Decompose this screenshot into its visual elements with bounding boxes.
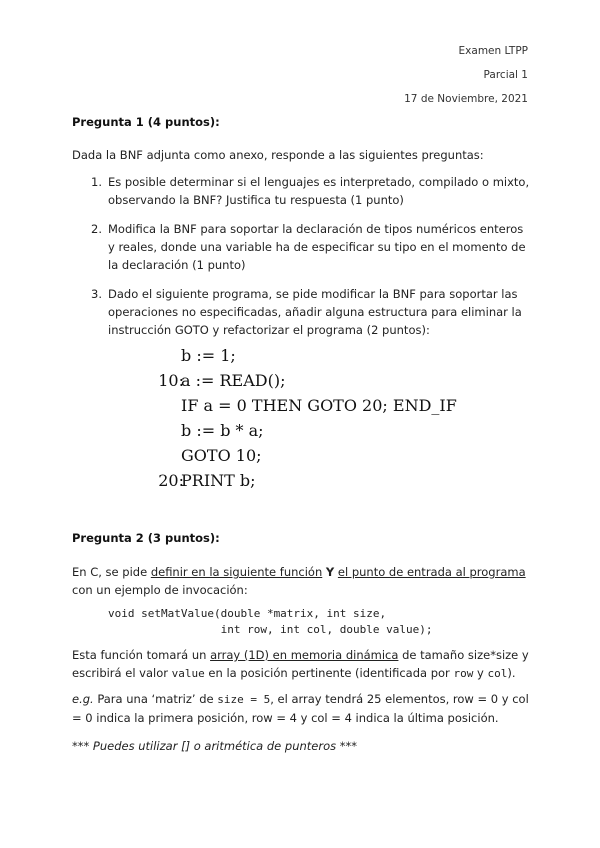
list-item-text: Es posible determinar si el lenguajes es interpretado, compilado o mixto, observando la BNF? Justifica tu respuesta (1 punto) xyxy=(108,175,530,207)
list-item-number: 1. xyxy=(91,175,102,189)
question-2-title: Pregunta 2 (3 puntos): xyxy=(72,531,220,545)
function-signature: void setMatValue(double *matrix, int size, int row, int col, double value); xyxy=(108,607,433,636)
list-item-text: Modifica la BNF para soportar la declaración de tipos numéricos enteros y reales, donde una variable ha de especificar su tipo en el momento de la declaración (1 punto) xyxy=(108,222,526,272)
program-line-label: 20: xyxy=(158,471,184,490)
code-text: value xyxy=(171,667,205,680)
list-item xyxy=(72,285,532,339)
text-run: de tamaño size*size y escribirá el valor xyxy=(72,648,529,680)
list-item-number: 3. xyxy=(91,287,102,301)
program-line xyxy=(140,343,460,368)
question-1-list xyxy=(72,173,532,350)
question-2-note: *** Puedes utilizar [] o aritmética de punteros *** xyxy=(72,739,358,753)
program-line-code: IF a = 0 THEN GOTO 20; END_IF xyxy=(181,396,457,415)
question-2-paragraph-2 xyxy=(72,646,532,683)
question-1-title: Pregunta 1 (4 puntos): xyxy=(72,115,220,129)
text-run: , el array tendrá 25 elementos, row = 0 y col = 0 indica la primera posición, row = 4 y col = 4 indica la última posición. xyxy=(72,692,529,725)
text-run: con un ejemplo de invocación: xyxy=(72,583,248,597)
list-item-number: 2. xyxy=(91,222,102,236)
program-line xyxy=(140,443,460,468)
bold-text: Y xyxy=(325,565,335,579)
program-listing xyxy=(140,343,460,493)
program-line-code: GOTO 10; xyxy=(181,446,262,465)
list-item xyxy=(72,173,532,209)
list-item xyxy=(72,220,532,274)
header-date: 17 de Noviembre, 2021 xyxy=(404,93,528,105)
question-1-intro: Dada la BNF adjunta como anexo, responde a las siguientes preguntas: xyxy=(72,148,484,162)
program-line-code: b := b * a; xyxy=(181,421,264,440)
text-run: ). xyxy=(507,666,516,680)
program-line xyxy=(140,393,460,418)
text-run: En C, se pide xyxy=(72,565,151,579)
underlined-text: array (1D) en memoria dinámica xyxy=(210,648,399,662)
underlined-text: el punto de entrada al programa xyxy=(337,565,526,579)
code-text: col xyxy=(487,667,508,680)
text-run: y xyxy=(473,666,488,680)
question-2-paragraph-1 xyxy=(72,563,532,599)
program-line xyxy=(140,468,460,493)
program-line-code: a := READ(); xyxy=(181,371,286,390)
header-exam: Examen LTPP xyxy=(458,45,528,57)
question-2-paragraph-3 xyxy=(72,690,532,727)
program-line-code: b := 1; xyxy=(181,346,236,365)
code-text: row xyxy=(453,667,474,680)
header-parcial: Parcial 1 xyxy=(483,69,528,81)
text-run: en la posición pertinente (identificada por xyxy=(204,666,454,680)
italic-text: e.g. xyxy=(72,692,94,706)
list-item-text: Dado el siguiente programa, se pide modificar la BNF para soportar las operaciones no especificadas, añadir alguna estructura para eliminar la instrucción GOTO y refactorizar el programa (2 puntos): xyxy=(108,287,522,337)
text-run: Para una ‘matriz’ de xyxy=(93,692,218,706)
code-text: size = 5 xyxy=(217,693,271,706)
underlined-text: definir en la siguiente función xyxy=(150,565,323,579)
program-line xyxy=(140,418,460,443)
program-line-label: 10: xyxy=(158,371,184,390)
text-run: Esta función tomará un xyxy=(72,648,211,662)
program-line-code: PRINT b; xyxy=(181,471,256,490)
program-line xyxy=(140,368,460,393)
